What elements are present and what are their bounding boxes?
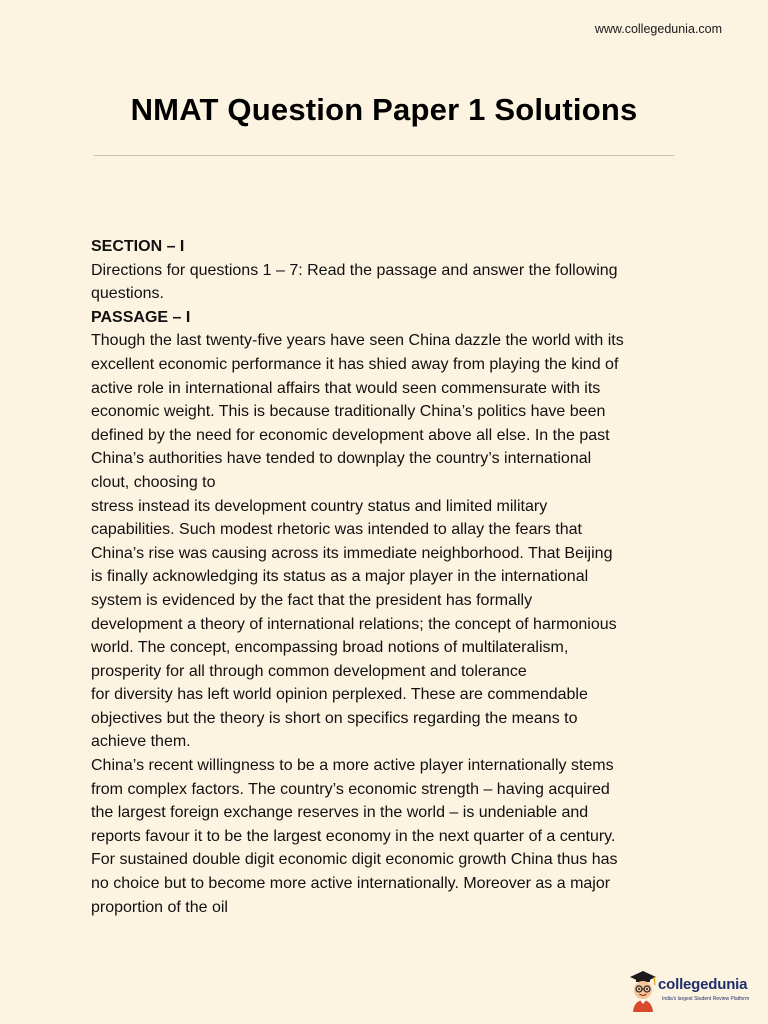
section-heading: PASSAGE – I (91, 308, 191, 326)
body-text-line: For sustained double digit economic digit economic growth China thus has (91, 851, 618, 869)
logo-tagline: India's largest Student Review Platform (662, 996, 750, 1002)
body-text-line: achieve them. (91, 733, 191, 751)
student-mascot-icon (626, 968, 660, 1012)
body-text-line: proportion of the oil (91, 898, 228, 916)
body-text-line: China’s rise was causing across its immediate neighborhood. That Beijing (91, 544, 613, 562)
section-heading: SECTION – I (91, 238, 185, 255)
body-text-line: capabilities. Such modest rhetoric was intended to allay the fears that (91, 521, 582, 539)
body-text-line: defined by the need for economic development above all else. In the past (91, 426, 610, 444)
body-text-line: prosperity for all through common development and tolerance (91, 662, 527, 680)
page-title: NMAT Question Paper 1 Solutions (130, 92, 638, 127)
collegedunia-logo (626, 968, 756, 1012)
body-text-line: stress instead its development country status and limited military (91, 497, 548, 515)
body-text-line: is finally acknowledging its status as a major player in the international (91, 568, 589, 586)
body-text-line: from complex factors. The country’s economic strength – having acquired (91, 780, 610, 798)
body-text-line: excellent economic performance it has shied away from playing the kind of (91, 355, 619, 373)
body-text-line: reports favour it to be the largest economy in the next quarter of a century. (91, 827, 616, 845)
body-text-line: development a theory of international relations; the concept of harmonious (91, 615, 617, 633)
body-text-line: questions. (91, 285, 164, 303)
body-text-line: objectives but the theory is short on specifics regarding the means to (91, 709, 578, 727)
body-text-line: China’s authorities have tended to downplay the country’s international (91, 450, 592, 468)
body-text-line: economic weight. This is because traditionally China’s politics have been (91, 403, 606, 421)
body-text-line: active role in international affairs that would seen commensurate with its (91, 379, 601, 397)
body-text-line: Though the last twenty-five years have seen China dazzle the world with its (91, 332, 624, 350)
body-text-line: clout, choosing to (91, 473, 216, 491)
body-text-line: for diversity has left world opinion perplexed. These are commendable (91, 686, 588, 704)
body-text-line: world. The concept, encompassing broad notions of multilateralism, (91, 639, 569, 657)
title-divider (94, 155, 674, 156)
document-body (91, 235, 691, 919)
logo-wordmark: collegedunia (658, 976, 748, 993)
body-text-line: no choice but to become more active internationally. Moreover as a major (91, 875, 611, 893)
body-text-line: the largest foreign exchange reserves in the world – is undeniable and (91, 804, 589, 822)
site-url[interactable]: www.collegedunia.com (594, 22, 722, 36)
body-text-line: system is evidenced by the fact that the president has formally (91, 591, 533, 609)
body-text-line: China’s recent willingness to be a more active player internationally stems (91, 757, 614, 775)
body-text-line: Directions for questions 1 – 7: Read the passage and answer the following (91, 261, 618, 279)
